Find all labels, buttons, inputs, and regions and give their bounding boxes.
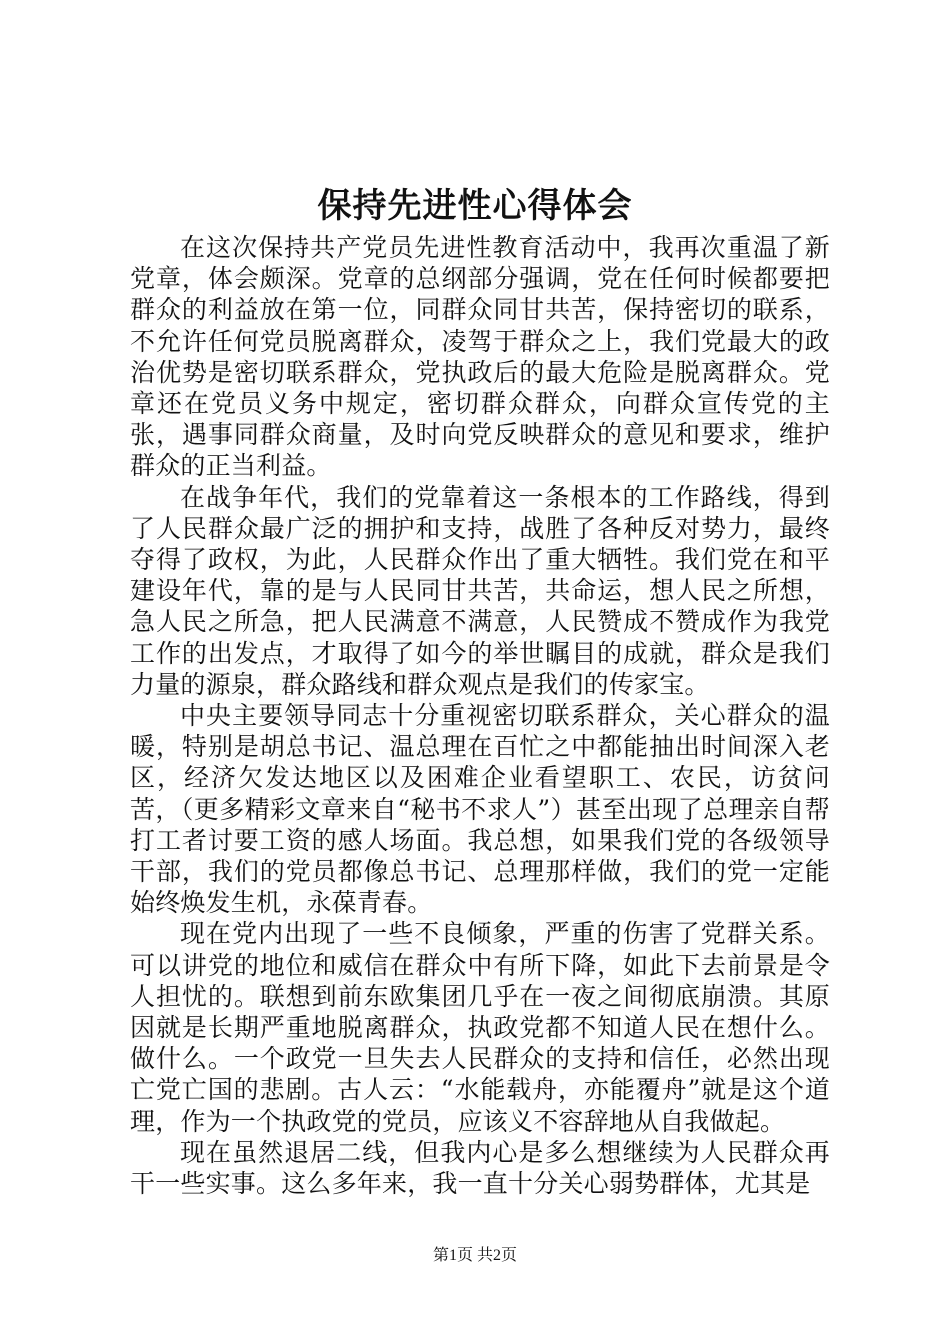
page-number-footer: 第1页 共2页: [432, 1247, 517, 1264]
paragraph-1: 在这次保持共产党员先进性教育活动中，我再次重温了新党章，体会颇深。党章的总纲部分强调，党在任何时候都要把群众的利益放在第一位，同群众同甘共苦，保持密切的联系，不允许任何党员脱离群众，凌驾于群众之上，我们党最大的政治优势是密切联系群众，党执政后的最大危险是脱离群众。党章还在党员义务中规定，密切群众群众，向群众宣传党的主张，遇事同群众商量，及时向党反映群众的意见和要求，维护群众的正当利益。: [130, 233, 830, 481]
paragraph-2: 在战争年代，我们的党靠着这一条根本的工作路线，得到了人民群众最广泛的拥护和支持，战胜了各种反对势力，最终夺得了政权，为此，人民群众作出了重大牺牲。我们党在和平建设年代，靠的是与人民同甘共苦，共命运，想人民之所想，急人民之所急，把人民满意不满意，人民赞成不赞成作为我党工作的出发点，才取得了如今的举世瞩目的成就，群众是我们力量的源泉，群众路线和群众观点是我们的传家宝。: [130, 482, 830, 699]
document-body: [130, 232, 830, 1199]
paragraph-3: 中央主要领导同志十分重视密切联系群众，关心群众的温暖，特别是胡总书记、温总理在百忙之中都能抽出时间深入老区，经济欠发达地区以及困难企业看望职工、农民，访贫问苦，（更多精彩文章来自“秘书不求人”）甚至出现了总理亲自帮打工者讨要工资的感人场面。我总想，如果我们党的各级领导干部，我们的党员都像总书记、总理那样做，我们的党一定能始终焕发生机，永葆青春。: [130, 701, 830, 918]
paragraph-4: 现在党内出现了一些不良倾象，严重的伤害了党群关系。可以讲党的地位和威信在群众中有所下降，如此下去前景是令人担忧的。联想到前东欧集团几乎在一夜之间彻底崩溃。其原因就是长期严重地脱离群众，执政党都不知道人民在想什么。做什么。一个政党一旦失去人民群众的支持和信任，必然出现亡党亡国的悲剧。古人云：“水能载舟，亦能覆舟”就是这个道理，作为一个执政党的党员，应该义不容辞地从自我做起。: [130, 919, 830, 1136]
paragraph-5: 现在虽然退居二线，但我内心是多么想继续为人民群众再干一些实事。这么多年来，我一直十分关心弱势群体，尤其是: [130, 1137, 830, 1199]
document-title: 保持先进性心得体会: [317, 186, 633, 226]
